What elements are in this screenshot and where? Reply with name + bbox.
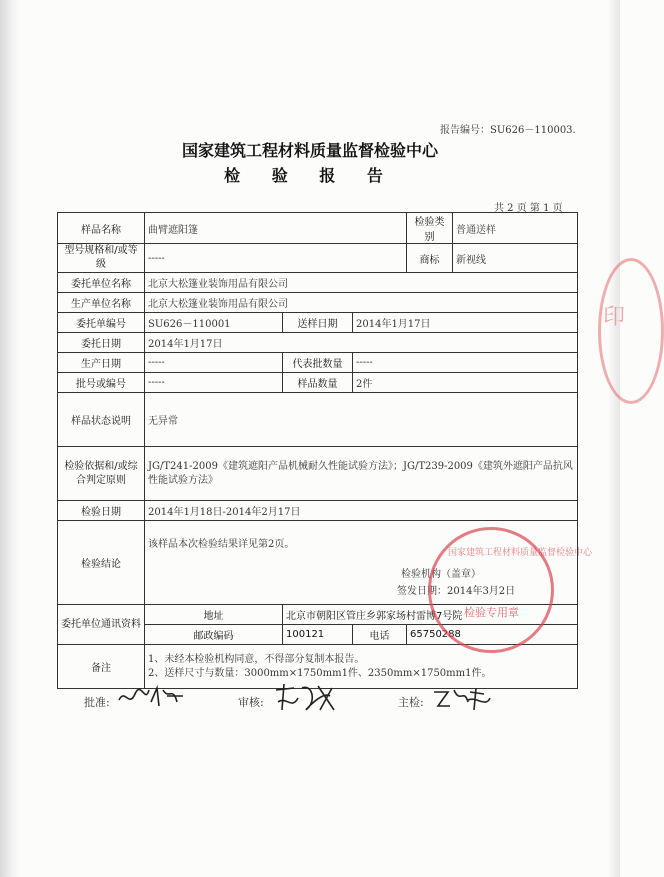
label-model: 型号规格和/或等级 xyxy=(58,244,145,273)
value-prod-date: ----- xyxy=(145,353,283,373)
label-state: 样品状态说明 xyxy=(58,393,145,447)
report-subtitle: 检 验 报 告 xyxy=(224,166,396,185)
value-sample-count: 2件 xyxy=(353,373,578,393)
check-signature xyxy=(430,684,494,714)
test-organization: 检验机构（盖章） xyxy=(401,569,481,580)
label-address: 地址 xyxy=(145,605,283,625)
value-sample-name: 曲臂遮阳篷 xyxy=(145,213,407,244)
label-client: 委托单位名称 xyxy=(58,273,145,293)
review-signature xyxy=(272,680,346,716)
issue-date: 签发日期：2014年3月2日 xyxy=(397,586,516,597)
value-phone: 65750288 xyxy=(407,625,578,645)
approve-label: 批准: xyxy=(84,696,110,709)
value-state: 无异常 xyxy=(145,393,578,447)
remark-line-1: 1、未经本检验机构同意，不得部分复制本报告。 xyxy=(148,653,365,665)
value-brand: 新视线 xyxy=(453,244,578,273)
value-batch-count: ----- xyxy=(353,353,578,373)
label-order-no: 委托单编号 xyxy=(58,313,145,333)
partial-seal-edge xyxy=(598,258,664,404)
label-test-type: 检验类别 xyxy=(407,213,453,244)
label-batch-no: 批号或编号 xyxy=(58,373,145,393)
conclusion-text: 该样品本次检验结果详见第2页。 xyxy=(148,539,295,550)
seal-ring-text: 国家建筑工程材料质量监督检验中心 xyxy=(448,548,593,558)
label-contact: 委托单位通讯资料 xyxy=(58,605,145,645)
label-test-date: 检验日期 xyxy=(58,501,145,521)
label-sample-name: 样品名称 xyxy=(58,213,145,244)
value-model: ----- xyxy=(145,244,407,273)
value-order-date: 2014年1月17日 xyxy=(145,333,578,353)
value-basis: JG/T241-2009《建筑遮阳产品机械耐久性能试验方法》；JG/T239-2009《建筑外遮阳产品抗风性能试验方法》 xyxy=(145,447,578,501)
label-conclusion: 检验结论 xyxy=(58,521,145,605)
seal-inner-text: 检验专用章 xyxy=(464,606,519,619)
value-client: 北京大松篷业装饰用品有限公司 xyxy=(145,273,578,293)
review-label: 审核: xyxy=(238,696,264,709)
label-phone: 电话 xyxy=(353,625,407,645)
label-basis: 检验依据和/或综合判定原则 xyxy=(58,447,145,501)
report-number: 报告编号：SU626－110003. xyxy=(440,125,576,136)
page-info: 共 2 页 第 1 页 xyxy=(494,203,563,214)
label-sample-count: 样品数量 xyxy=(283,373,353,393)
scan-shadow-right xyxy=(608,0,620,877)
partial-seal-glyph: 印 xyxy=(603,305,626,330)
remarks-cell xyxy=(145,645,578,689)
value-test-type: 普通送样 xyxy=(453,213,578,244)
check-label: 主检: xyxy=(398,696,424,709)
approve-signature xyxy=(115,682,187,712)
value-postcode: 100121 xyxy=(283,625,353,645)
value-delivery-date: 2014年1月17日 xyxy=(353,313,578,333)
label-brand: 商标 xyxy=(407,244,453,273)
value-producer: 北京大松篷业装饰用品有限公司 xyxy=(145,293,578,313)
label-order-date: 委托日期 xyxy=(58,333,145,353)
label-postcode: 邮政编码 xyxy=(145,625,283,645)
label-prod-date: 生产日期 xyxy=(58,353,145,373)
label-batch-count: 代表批数量 xyxy=(283,353,353,373)
label-delivery-date: 送样日期 xyxy=(283,313,353,333)
value-address: 北京市朝阳区管庄乡郭家场村雷博7号院 xyxy=(283,605,578,625)
label-producer: 生产单位名称 xyxy=(58,293,145,313)
scan-shadow-left xyxy=(0,0,20,877)
report-title: 国家建筑工程材料质量监督检验中心 xyxy=(181,141,438,160)
value-test-date: 2014年1月18日-2014年2月17日 xyxy=(145,501,578,521)
value-order-no: SU626－110001 xyxy=(145,313,283,333)
remark-line-2: 2、送样尺寸与数量：3000mm×1750mm1件、2350mm×1750mm1件。 xyxy=(148,667,492,679)
value-batch-no: ----- xyxy=(145,373,283,393)
label-remarks: 备注 xyxy=(58,645,145,689)
